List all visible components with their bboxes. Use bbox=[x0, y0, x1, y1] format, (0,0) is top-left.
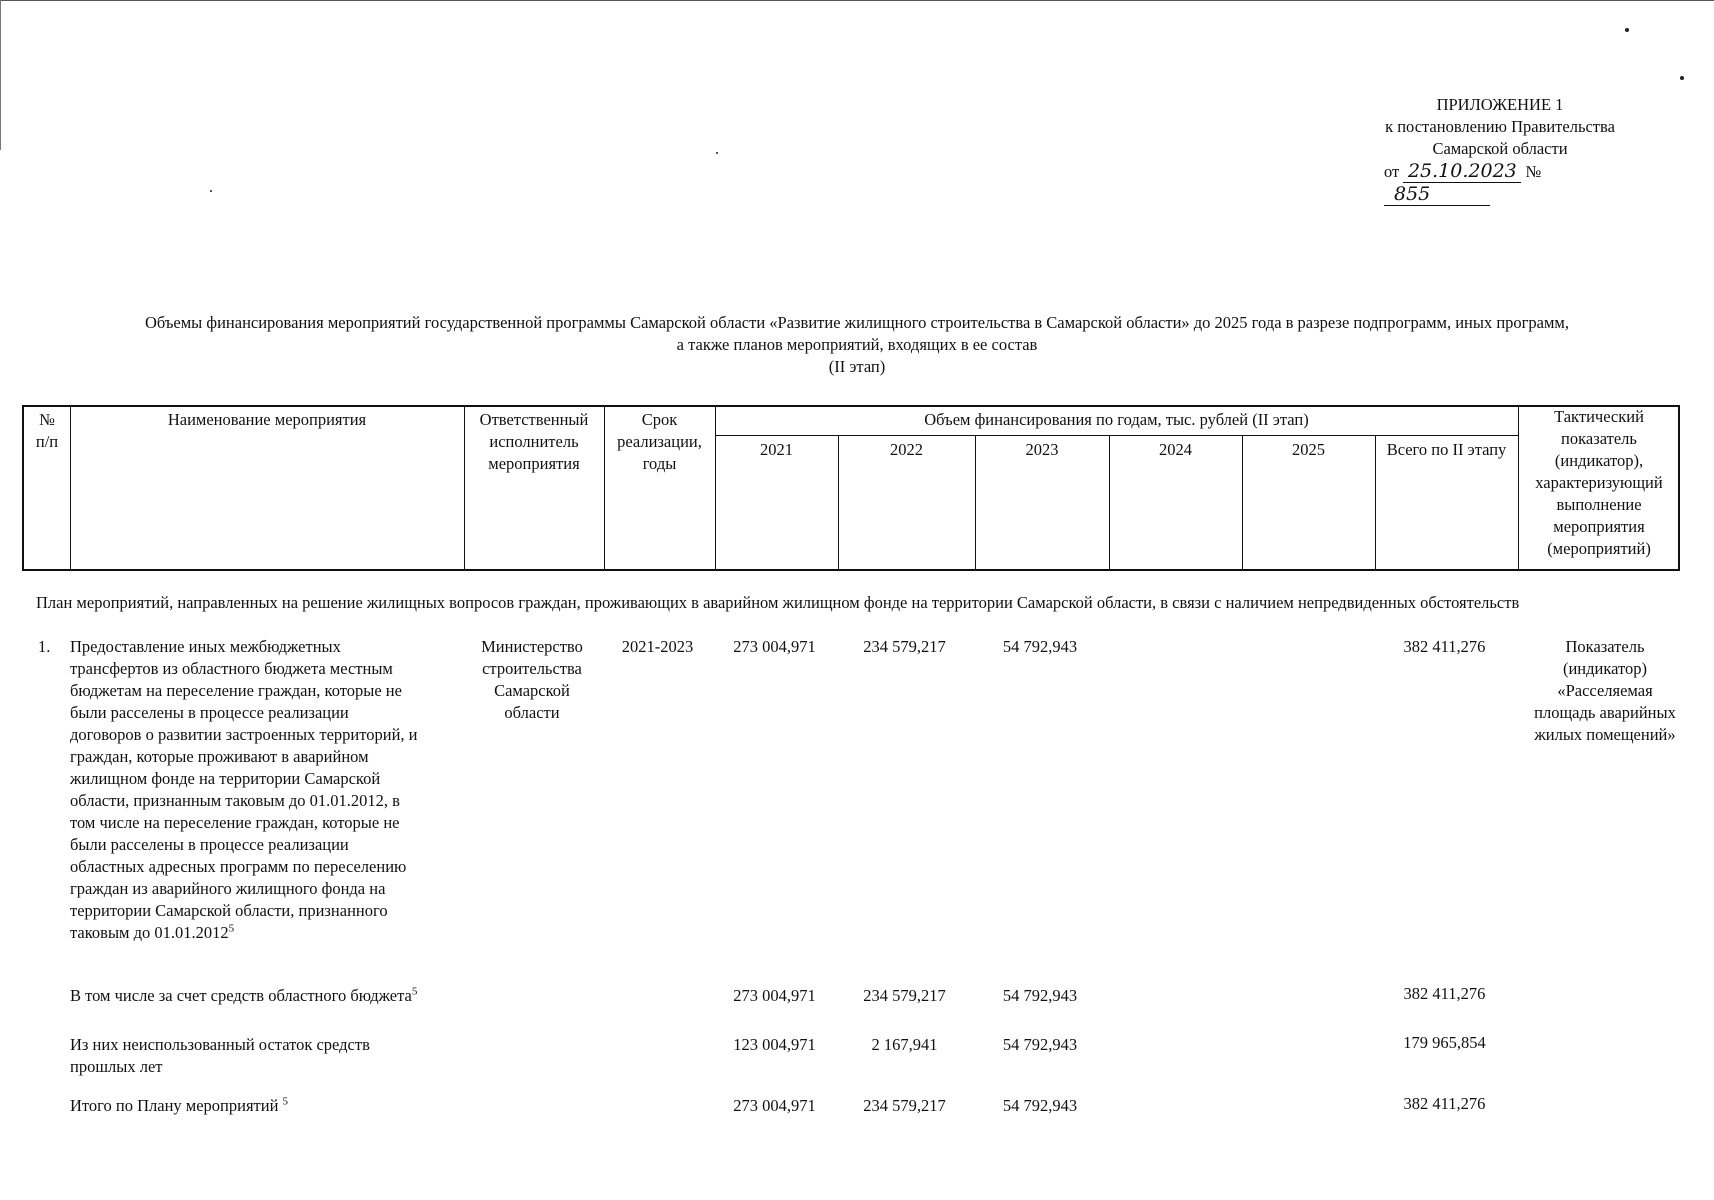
header-total: Всего по II этапу bbox=[1386, 440, 1507, 459]
header-term bbox=[604, 409, 715, 475]
row-value-2021: 273 004,971 bbox=[733, 986, 816, 1005]
number-sign: № bbox=[1525, 162, 1542, 181]
row-total: 179 965,854 bbox=[1403, 1033, 1486, 1052]
header-num bbox=[24, 409, 70, 453]
header-responsible-line-1: Ответственный bbox=[479, 410, 589, 429]
row-value-2022: 234 579,217 bbox=[863, 986, 946, 1005]
row-name-text: В том числе за счет средств областного бюджета bbox=[70, 986, 412, 1005]
header-term-line-2: реализации, bbox=[617, 432, 702, 451]
row-indicator-line: площадь аварийных bbox=[1534, 703, 1676, 722]
section-title: План мероприятий, направленных на решение жилищных вопросов граждан, проживающих в аварийном жилищном фонде на территории Самарской области, в связи с наличием непредвиденных обстоятельств bbox=[36, 593, 1520, 612]
row-indicator-line: (индикатор) bbox=[1562, 659, 1648, 678]
scan-speck bbox=[716, 152, 718, 154]
footnote-mark: 5 bbox=[411, 985, 418, 998]
row-responsible-line: Самарской bbox=[494, 681, 570, 700]
row-name bbox=[70, 1095, 490, 1117]
row-responsible-line: области bbox=[504, 703, 560, 722]
row-name-last: таковым до 01.01.2012 bbox=[70, 923, 229, 942]
row-name bbox=[70, 1034, 470, 1078]
header-num-line-2: п/п bbox=[35, 432, 59, 451]
header-indicator-line-4: характеризующий bbox=[1535, 473, 1663, 492]
row-name-line: области, признанным таковым до 01.01.2012, в bbox=[70, 791, 400, 810]
title-line-3: (II этап) bbox=[828, 357, 886, 376]
header-year-2021: 2021 bbox=[760, 440, 793, 459]
row-name-line: Предоставление иных межбюджетных bbox=[70, 637, 341, 656]
scan-speck bbox=[1625, 28, 1629, 32]
row-indicator-line: жилых помещений» bbox=[1534, 725, 1676, 744]
row-name-line: Из них неиспользованный остаток средств bbox=[70, 1035, 370, 1054]
header-num-line-1: № bbox=[39, 410, 55, 429]
appendix-date-line bbox=[1360, 160, 1640, 206]
header-year-2023: 2023 bbox=[1025, 440, 1059, 459]
row-value-2022: 2 167,941 bbox=[871, 1035, 938, 1054]
row-name-line: договоров о развитии застроенных территорий, и bbox=[70, 725, 418, 744]
row-total: 382 411,276 bbox=[1403, 1094, 1486, 1113]
row-name-line: том числе на переселение граждан, которые не bbox=[70, 813, 400, 832]
row-responsible-line: Министерство bbox=[481, 637, 583, 656]
header-indicator-line-1: Тактический bbox=[1554, 407, 1644, 426]
footnote-mark: 5 bbox=[228, 922, 235, 935]
scan-left-edge bbox=[0, 0, 1, 150]
row-responsible bbox=[462, 636, 602, 724]
header-indicator-line-6: мероприятия bbox=[1553, 517, 1645, 536]
appendix-block bbox=[1360, 94, 1640, 206]
title-line-1: Объемы финансирования мероприятий государственной программы Самарской области «Развитие жилищного строительства в Самарской области» до 2025 года в разрезе подпрограмм, иных программ, bbox=[144, 313, 1569, 332]
header-financing: Объем финансирования по годам, тыс. рублей (II этап) bbox=[924, 410, 1309, 429]
header-year-2024: 2024 bbox=[1159, 440, 1192, 459]
row-value-2023: 54 792,943 bbox=[1002, 986, 1078, 1005]
row-name bbox=[70, 985, 490, 1007]
header-indicator-line-2: показатель bbox=[1561, 429, 1637, 448]
scan-speck bbox=[210, 190, 212, 192]
scan-speck bbox=[1680, 76, 1684, 80]
header-indicator-line-7: (мероприятий) bbox=[1547, 539, 1651, 558]
row-value-2021: 273 004,971 bbox=[733, 1096, 816, 1115]
row-name-text: Итого по Плану мероприятий bbox=[70, 1096, 283, 1115]
row-total: 382 411,276 bbox=[1403, 984, 1486, 1003]
header-name: Наименование мероприятия bbox=[167, 410, 367, 429]
row-name-line: трансфертов из областного бюджета местным bbox=[70, 659, 393, 678]
header-year-2025: 2025 bbox=[1292, 440, 1325, 459]
handwritten-number: 855 bbox=[1384, 183, 1490, 206]
footnote-mark: 5 bbox=[282, 1095, 289, 1108]
document-title bbox=[40, 312, 1674, 378]
row-name-line: были расселены в процессе реализации bbox=[70, 835, 349, 854]
header-term-line-3: годы bbox=[642, 454, 677, 473]
header-responsible-line-2: исполнитель bbox=[489, 432, 579, 451]
header-term-line-1: Срок bbox=[641, 410, 678, 429]
date-prefix: от bbox=[1384, 162, 1400, 181]
row-term: 2021-2023 bbox=[621, 637, 694, 656]
header-indicator bbox=[1518, 406, 1680, 560]
title-line-2: а также планов мероприятий, входящих в ее состав bbox=[676, 335, 1038, 354]
row-name-line: областных адресных программ по переселению bbox=[70, 857, 407, 876]
header-year-2022: 2022 bbox=[890, 440, 923, 459]
row-name-line bbox=[70, 922, 470, 944]
row-indicator-line: Показатель bbox=[1565, 637, 1645, 656]
row-indicator bbox=[1522, 636, 1688, 746]
row-divider bbox=[715, 435, 1519, 436]
appendix-line-2: Самарской области bbox=[1432, 139, 1568, 158]
scan-top-edge bbox=[0, 0, 1714, 1]
handwritten-date: 25.10.2023 bbox=[1403, 160, 1521, 183]
row-number: 1. bbox=[38, 637, 51, 656]
row-total: 382 411,276 bbox=[1403, 637, 1486, 656]
header-indicator-line-3: (индикатор), bbox=[1554, 451, 1644, 470]
row-name-line: бюджетам на переселение граждан, которые не bbox=[70, 681, 402, 700]
row-name-line: территории Самарской области, признанного bbox=[70, 901, 388, 920]
row-name-line: граждан, которые проживают в аварийном bbox=[70, 747, 369, 766]
row-value-2022: 234 579,217 bbox=[863, 637, 946, 656]
row-responsible-line: строительства bbox=[482, 659, 582, 678]
row-name-line: прошлых лет bbox=[70, 1057, 163, 1076]
col-divider bbox=[70, 407, 71, 569]
row-value-2023: 54 792,943 bbox=[1002, 1096, 1078, 1115]
row-name bbox=[70, 636, 470, 944]
row-indicator-line: «Расселяемая bbox=[1557, 681, 1653, 700]
row-value-2021: 123 004,971 bbox=[733, 1035, 816, 1054]
col-divider bbox=[715, 407, 716, 569]
row-name-line: жилищном фонде на территории Самарской bbox=[70, 769, 381, 788]
appendix-title: ПРИЛОЖЕНИЕ 1 bbox=[1436, 95, 1564, 114]
row-value-2021: 273 004,971 bbox=[733, 637, 816, 656]
table-header bbox=[22, 405, 1680, 571]
header-indicator-line-5: выполнение bbox=[1556, 495, 1642, 514]
row-name-line: граждан из аварийного жилищного фонда на bbox=[70, 879, 386, 898]
row-value-2023: 54 792,943 bbox=[1002, 637, 1078, 656]
row-value-2023: 54 792,943 bbox=[1002, 1035, 1078, 1054]
row-value-2022: 234 579,217 bbox=[863, 1096, 946, 1115]
appendix-line-1: к постановлению Правительства bbox=[1385, 117, 1615, 136]
header-responsible-line-3: мероприятия bbox=[488, 454, 580, 473]
row-name-line: были расселены в процессе реализации bbox=[70, 703, 349, 722]
header-responsible bbox=[464, 409, 604, 475]
